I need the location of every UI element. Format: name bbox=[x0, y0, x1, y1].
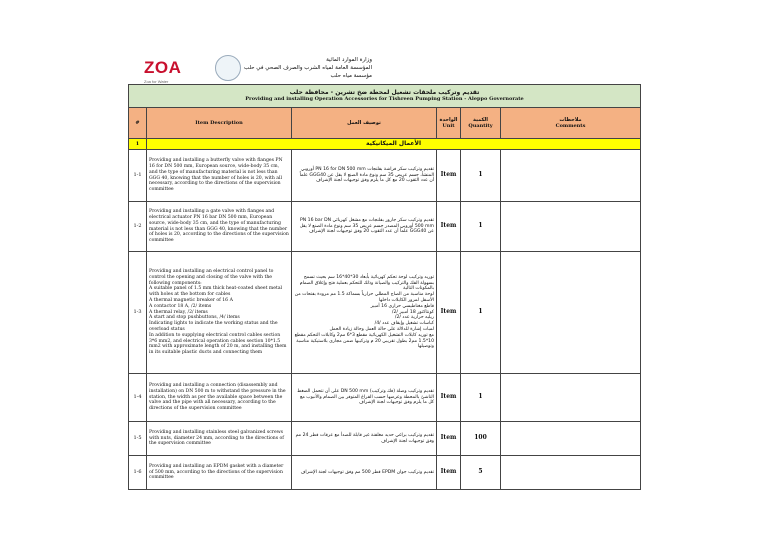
row-description-ar: توريد وتركيب لوحة تحكم كهربائية بأبعاد 30*40*16 سم بحيث تسمح بسهولة الفك والتركيب والصيانة وذلك للتحكم بعملية فتح وإغلاق الصمام بالمكونات التالية لوحة مناسبة من الصاج المطلي حرارياً بسماكة 1.5 مم مزودة بفتحات من الأسفل لمرور الكابلات داخلها قاطع مغناطيسي حراري 16 أمبير كونتاكتور 18 أمبير /2/ ريليه حرارية عدد /2/ كباسات تشغيل وإيقاف عدد /4/ لمبات إشارة للدلالة على حالة العمل وحالة زيادة الحمل مع توريد كابلات التشغيل الكهربائية مقطع 3*6 مم2 وكابلات التحكم مقطع 10*1.5 مم2 بطول تقريبي 20 م وتركيبها ضمن مجاري بلاستيكية مناسبة وتوصيلها bbox=[292, 252, 437, 374]
table-row bbox=[129, 202, 641, 252]
zoa-logo-tagline: Zoa for Water bbox=[144, 79, 169, 84]
row-number: 1-2 bbox=[129, 202, 147, 252]
col-unit-ar: الواحدة bbox=[439, 116, 458, 123]
col-unit-header bbox=[437, 108, 461, 139]
bill-of-quantities-table bbox=[128, 84, 641, 490]
col-item-desc-header: Item Description bbox=[147, 108, 292, 139]
title-row bbox=[129, 85, 641, 108]
row-comments bbox=[501, 252, 641, 374]
organization-header bbox=[244, 56, 372, 80]
col-qty-ar: الكمية bbox=[473, 116, 488, 123]
row-description-en: Providing and installing an EPDM gasket with a diameter of 500 mm, according to the directions of the supervision committee bbox=[147, 456, 292, 490]
row-quantity: 1 bbox=[461, 202, 501, 252]
section-number: 1 bbox=[129, 139, 147, 150]
row-description-en: Providing and installing an electrical control panel to control the opening and closing of the valve with the following components: A suitable panel of 1.5 mm thick heat-coated sheet metal with holes at the bottom for cables A thermal magnetic breaker of 16 A A contactor 18 A, /2/ items A thermal relay, /2/ items A start and stop pushbuttons, /4/ items Indicating lights to indicate the working status and the overload status In addition to supplying electrical control cables section 3*6 mm2, and electrical operation cables section 10*1.5 mm2 with approximate length of 20 m, and installing them in its suitable plastic ducts and connecting them bbox=[147, 252, 292, 374]
row-number: 1-1 bbox=[129, 150, 147, 202]
row-description-ar: تقديم وتركيب سكر فراشة بفلنجات PN 16 for DN 500 mm أوروبي المنشأ، جسم عريض 35 سم ونوع مادة الصنع لا يقل عن GGG40 علماً أن عدد الثقوب 20 مع كل ما يلزم وفق توجيهات لجنة الإشراف bbox=[292, 150, 437, 202]
project-title bbox=[129, 85, 641, 108]
table-row bbox=[129, 252, 641, 374]
row-description-ar: تقديم وتركيب سكر جارور بفلنجات مع مشغل كهربائي PN 16 bar DN 500 mm أوروبي المصدر جسم عريض 35 سم ونوع مادة الصنع لا يقل عن GGG40 علماً أن عدد الثقوب 20 وفق توجيهات لجنة الإشراف bbox=[292, 202, 437, 252]
table-row bbox=[129, 422, 641, 456]
column-header-row bbox=[129, 108, 641, 139]
section-row bbox=[129, 139, 641, 150]
row-comments bbox=[501, 374, 641, 422]
row-description-en: Providing and installing a butterfly valve with flanges PN 16 for DN 500 mm, European source, wide-body 35 cm, and the type of manufacturing material is not less than GGG 40, knowing that the number of holes is 20, with all necessary, according to the directions of the supervision committee bbox=[147, 150, 292, 202]
row-unit: Item bbox=[437, 252, 461, 374]
row-quantity: 5 bbox=[461, 456, 501, 490]
row-comments bbox=[501, 422, 641, 456]
col-work-desc-header bbox=[292, 108, 437, 139]
water-authority-seal bbox=[215, 55, 241, 81]
row-quantity: 100 bbox=[461, 422, 501, 456]
table-row bbox=[129, 150, 641, 202]
zoa-logo-text: ZOA bbox=[144, 58, 182, 77]
row-unit: Item bbox=[437, 150, 461, 202]
table-row bbox=[129, 374, 641, 422]
zoa-logo bbox=[144, 58, 181, 84]
row-quantity: 1 bbox=[461, 150, 501, 202]
col-work-desc-ar: توصيف العمل bbox=[347, 119, 381, 126]
row-description-en: Providing and installing stainless steel galvanized screws with nuts, diameter 24 mm, according to the directions of the supervision committee bbox=[147, 422, 292, 456]
col-qty-header bbox=[461, 108, 501, 139]
org-line-ministry: وزارة الموارد المائية bbox=[326, 57, 372, 63]
col-num-header: # bbox=[129, 108, 147, 139]
row-quantity: 1 bbox=[461, 252, 501, 374]
org-line-general: المؤسسة العامة لمياه الشرب والصرف الصحي في حلب bbox=[243, 65, 372, 71]
project-title-ar: تقديم وتركيب ملحقات تشغيل لمحطة ضخ تشرين - محافظة حلب bbox=[289, 88, 480, 96]
org-line-aleppo: مؤسسة مياه حلب bbox=[330, 73, 372, 79]
row-comments bbox=[501, 202, 641, 252]
row-unit: Item bbox=[437, 422, 461, 456]
row-number: 1-3 bbox=[129, 252, 147, 374]
row-unit: Item bbox=[437, 202, 461, 252]
col-comments-header bbox=[501, 108, 641, 139]
section-title: الأعمال الميكانيكية bbox=[147, 139, 641, 150]
row-description-en: Providing and installing a connection (disassembly and installation) on DN 500 m to withstand the pressure in the station, the width as per the available space between the valve and the pipe with all necessary, according to the directions of the supervision committee bbox=[147, 374, 292, 422]
row-description-ar: تقديم وتركيب وصلة (فك وتركيب) DN 500 mm على أن تتحمل الضغط الناشئ بالمحطة وعرضها حسب الفراغ المتوفر بين الصمام والأنبوب مع كل ما يلزم وفق توجيهات لجنة الإشراف bbox=[292, 374, 437, 422]
row-number: 1-5 bbox=[129, 422, 147, 456]
col-comments-ar: ملاحظات bbox=[559, 116, 582, 123]
col-comments-en: Comments bbox=[555, 123, 586, 129]
row-number: 1-6 bbox=[129, 456, 147, 490]
col-unit-en: Unit bbox=[442, 123, 455, 129]
row-description-ar: تقديم وتركيب جوان EPDM قطر 500 مم وفق توجيهات لجنة الإشراف bbox=[292, 456, 437, 490]
row-comments bbox=[501, 456, 641, 490]
row-quantity: 1 bbox=[461, 374, 501, 422]
row-description-ar: تقديم وتركيب براغي حديد مغلفنة غير قابلة للصدأ مع عزقات قطر 24 مم وفق توجيهات لجنة الإشراف bbox=[292, 422, 437, 456]
row-number: 1-4 bbox=[129, 374, 147, 422]
row-unit: Item bbox=[437, 374, 461, 422]
table-row bbox=[129, 456, 641, 490]
col-qty-en: Quantity bbox=[468, 123, 493, 129]
row-unit: Item bbox=[437, 456, 461, 490]
project-title-en: Providing and installing Operation Accessories for Tishreen Pumping Station - Aleppo Governorate bbox=[245, 96, 524, 102]
row-comments bbox=[501, 150, 641, 202]
row-description-en: Providing and installing a gate valve with flanges and electrical actuator PN 16 bar DN 500 mm, European source, wide-body 35 cm, and the type of manufacturing material is not less than GGG 40, knowing that the number of holes is 20, according to the directions of the supervision committee bbox=[147, 202, 292, 252]
